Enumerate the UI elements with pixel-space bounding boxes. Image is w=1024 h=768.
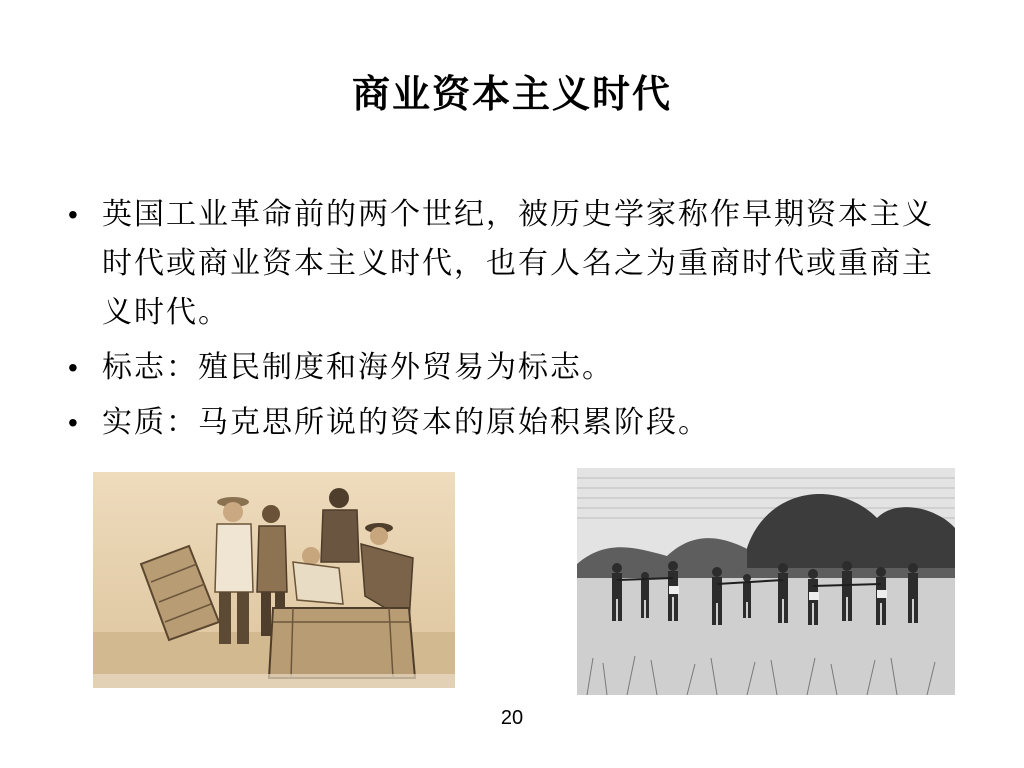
bullet-text: 英国工业革命前的两个世纪，被历史学家称作早期资本主义时代或商业资本主义时代，也有人名之为重商时代或重商主义时代。 <box>102 197 934 330</box>
bullet-item <box>62 398 952 447</box>
bullet-text: 标志：殖民制度和海外贸易为标志。 <box>102 350 614 385</box>
slave-caravan-illustration <box>577 468 955 695</box>
workers-packing-crates-image <box>93 472 455 688</box>
slave-caravan-image <box>577 468 955 695</box>
bullet-marker: • <box>68 407 80 438</box>
bullet-marker: • <box>68 352 80 383</box>
bullet-item <box>62 190 952 337</box>
bullet-list <box>62 190 952 453</box>
workers-packing-crates-illustration <box>93 472 455 688</box>
page-number: 20 <box>500 707 524 729</box>
bullet-text: 实质：马克思所说的资本的原始积累阶段。 <box>102 405 710 440</box>
bullet-marker: • <box>68 199 80 230</box>
bullet-item <box>62 343 952 392</box>
slide-title: 商业资本主义时代 <box>351 71 672 116</box>
